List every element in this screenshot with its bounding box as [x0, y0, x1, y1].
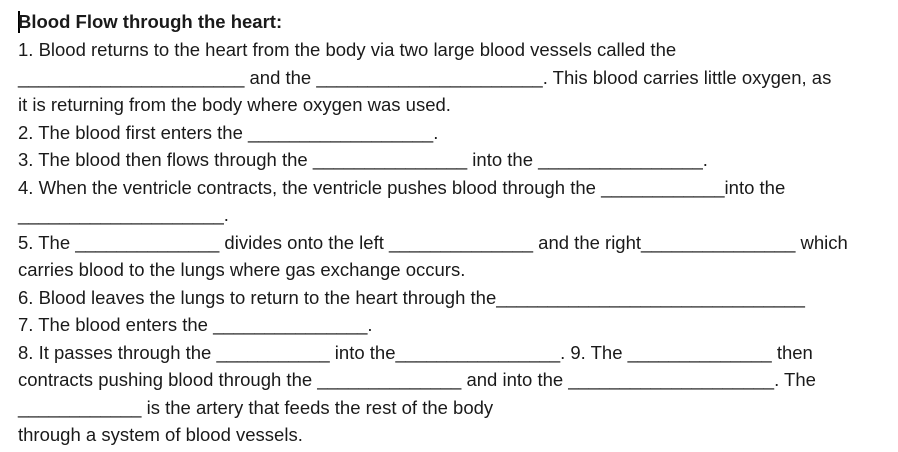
line-4: 2. The blood first enters the __________________.	[18, 122, 439, 143]
line-8: 5. The ______________ divides onto the left ______________ and the right_______________ which	[18, 232, 848, 253]
line-9: carries blood to the lungs where gas exchange occurs.	[18, 259, 466, 280]
line-6: 4. When the ventricle contracts, the ventricle pushes blood through the ____________into the	[18, 177, 786, 198]
line-14: ____________ is the artery that feeds the rest of the body	[18, 397, 494, 418]
line-10: 6. Blood leaves the lungs to return to the heart through the______________________________	[18, 287, 805, 308]
line-13: contracts pushing blood through the ______________ and into the ____________________. The	[18, 369, 816, 390]
line-5: 3. The blood then flows through the _______________ into the ________________.	[18, 149, 708, 170]
line-7: ____________________.	[18, 204, 229, 225]
line-1: 1. Blood returns to the heart from the body via two large blood vessels called the	[18, 39, 677, 60]
line-2: ______________________ and the ______________________. This blood carries little oxygen, as	[18, 67, 832, 88]
line-3: it is returning from the body where oxygen was used.	[18, 94, 451, 115]
line-12: 8. It passes through the ___________ into the________________. 9. The ______________ then	[18, 342, 813, 363]
document-title: Blood Flow through the heart:	[18, 11, 283, 32]
line-11: 7. The blood enters the _______________.	[18, 314, 373, 335]
line-15: through a system of blood vessels.	[18, 424, 303, 445]
